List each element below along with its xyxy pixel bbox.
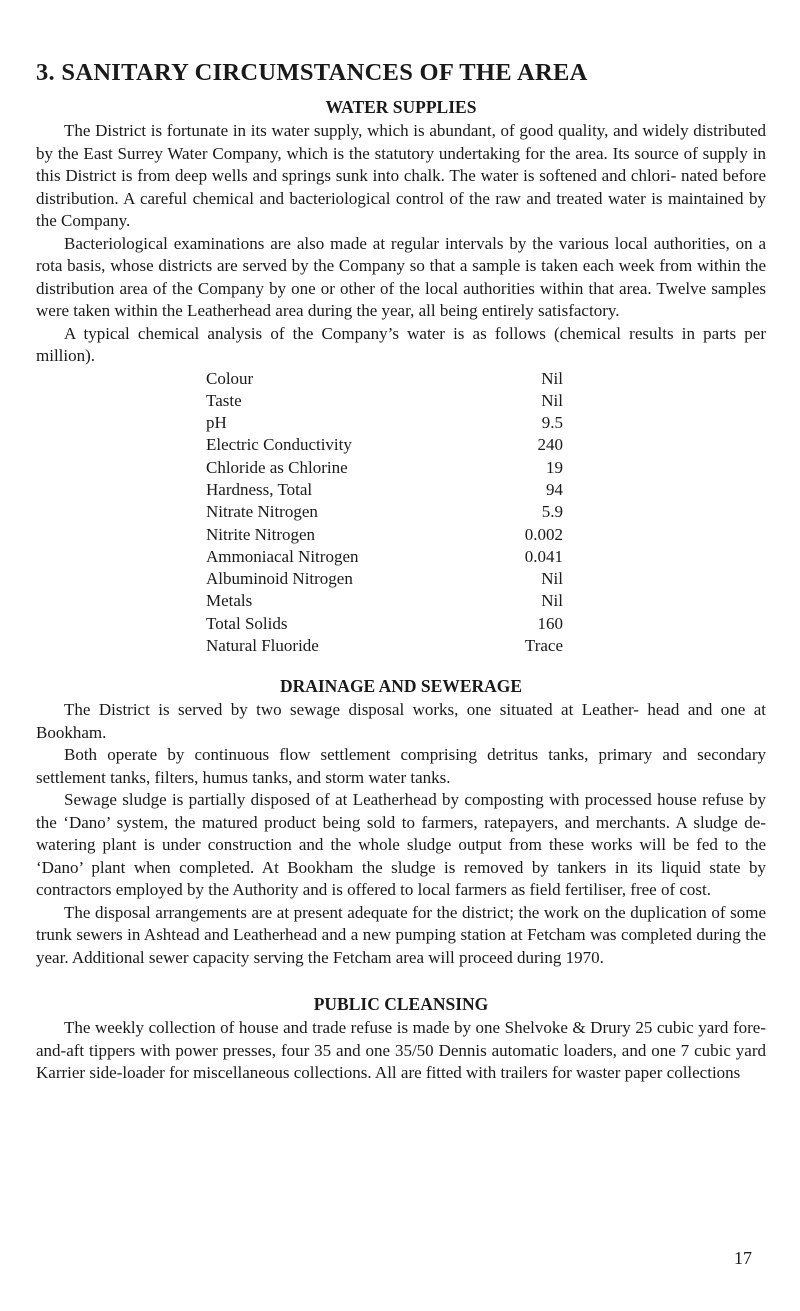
chemical-analysis-table <box>206 368 563 658</box>
analysis-value: 160 <box>537 613 563 633</box>
page-title: 3. SANITARY CIRCUMSTANCES OF THE AREA <box>36 59 588 86</box>
paragraph: Bacteriological examinations are also made at regular intervals by the various local authorities, on a rota basis, whose districts are served by the Company so that a sample is taken each week from within the distribution area of the Company by one or other of the local authorities within that area. Twelve samples were taken within the Leatherhead area during the year, all being entirely satisfactory. <box>36 233 766 320</box>
analysis-row <box>206 479 563 501</box>
analysis-name: Colour <box>206 368 254 388</box>
analysis-value: 94 <box>546 479 563 499</box>
analysis-value: Nil <box>541 569 563 589</box>
analysis-value: 19 <box>546 457 563 477</box>
analysis-name: Hardness, Total <box>206 479 313 499</box>
page-number: 17 <box>734 1248 752 1268</box>
analysis-name: Electric Conductivity <box>206 435 352 455</box>
analysis-value: 240 <box>537 435 563 455</box>
analysis-row <box>206 590 563 612</box>
analysis-row <box>206 501 563 523</box>
paragraph: A typical chemical analysis of the Company’s water is as follows (chemical results in parts per million). <box>36 323 766 365</box>
analysis-value: Nil <box>541 368 563 388</box>
analysis-value: 0.041 <box>524 546 563 566</box>
paragraph: Both operate by continuous flow settlement comprising detritus tanks, primary and secondary settlement tanks, filters, humus tanks, and storm water tanks. <box>36 745 766 787</box>
section-heading-water-supplies: WATER SUPPLIES <box>325 97 477 117</box>
analysis-name: pH <box>206 413 227 433</box>
analysis-row <box>206 434 563 456</box>
drainage-section <box>36 673 766 969</box>
public-cleansing-section <box>36 991 766 1085</box>
analysis-value: 9.5 <box>541 413 563 433</box>
analysis-row <box>206 368 563 390</box>
analysis-row <box>206 568 563 590</box>
paragraph: The disposal arrangements are at present adequate for the district; the work on the duplication of some trunk sewers in Ashtead and Leatherhead and a new pumping station at Fetcham was completed during the year. Additional sewer capacity serving the Fetcham area will proceed during 1970. <box>36 902 766 967</box>
section-heading-drainage: DRAINAGE AND SEWERAGE <box>279 676 523 697</box>
analysis-value: 0.002 <box>524 524 563 544</box>
analysis-name: Nitrite Nitrogen <box>206 524 316 544</box>
analysis-name: Taste <box>206 390 242 410</box>
document-page <box>36 56 766 1085</box>
analysis-row <box>206 390 563 412</box>
analysis-value: 5.9 <box>541 502 563 522</box>
analysis-row <box>206 613 563 635</box>
analysis-name: Chloride as Chlorine <box>206 457 348 477</box>
paragraph: Sewage sludge is partially disposed of at Leatherhead by composting with processed house refuse by the ‘Dano’ system, the matured product being sold to farmers, ratepayers, and merchants. A sludge de-watering plant is under construction and the whole sludge output from these works will be fed to the ‘Dano’ plant when completed. At Bookham the sludge is removed by tankers in its liquid state by contractors employed by the Authority and is offered to local farmers as field fertiliser, free of cost. <box>36 790 766 900</box>
analysis-name: Nitrate Nitrogen <box>206 502 318 522</box>
analysis-row <box>206 546 563 568</box>
water-supplies-section <box>36 94 766 657</box>
analysis-row <box>206 524 563 546</box>
paragraph: The District is fortunate in its water supply, which is abundant, of good quality, and widely distributed by the East Surrey Water Company, which is the statutory undertaking for the area. Its source of supply in this District is from deep wells and springs sunk into chalk. The water is softened and chlori- nated before distribution. A careful chemical and bacteriological control of the raw and treated water is maintained by the Company. <box>36 121 766 230</box>
section-heading-public-cleansing: PUBLIC CLEANSING <box>313 994 489 1015</box>
analysis-value: Nil <box>541 390 563 410</box>
analysis-name: Ammoniacal Nitrogen <box>206 546 359 566</box>
analysis-name: Metals <box>206 591 253 611</box>
analysis-value: Trace <box>524 636 563 656</box>
analysis-name: Natural Fluoride <box>206 636 319 656</box>
analysis-name: Total Solids <box>206 613 288 633</box>
analysis-name: Albuminoid Nitrogen <box>206 569 353 589</box>
paragraph: The District is served by two sewage disposal works, one situated at Leather- head and one at Bookham. <box>36 700 766 742</box>
analysis-row <box>206 635 563 657</box>
analysis-value: Nil <box>541 591 563 611</box>
analysis-row <box>206 412 563 434</box>
analysis-row <box>206 457 563 479</box>
paragraph: The weekly collection of house and trade refuse is made by one Shelvoke & Drury 25 cubic yard fore-and-aft tippers with power presses, four 35 and one 35/50 Dennis automatic loaders, and one 7 cubic yard Karrier side-loader for miscellaneous collections. All are fitted with trailers for waster paper collections <box>36 1018 766 1083</box>
